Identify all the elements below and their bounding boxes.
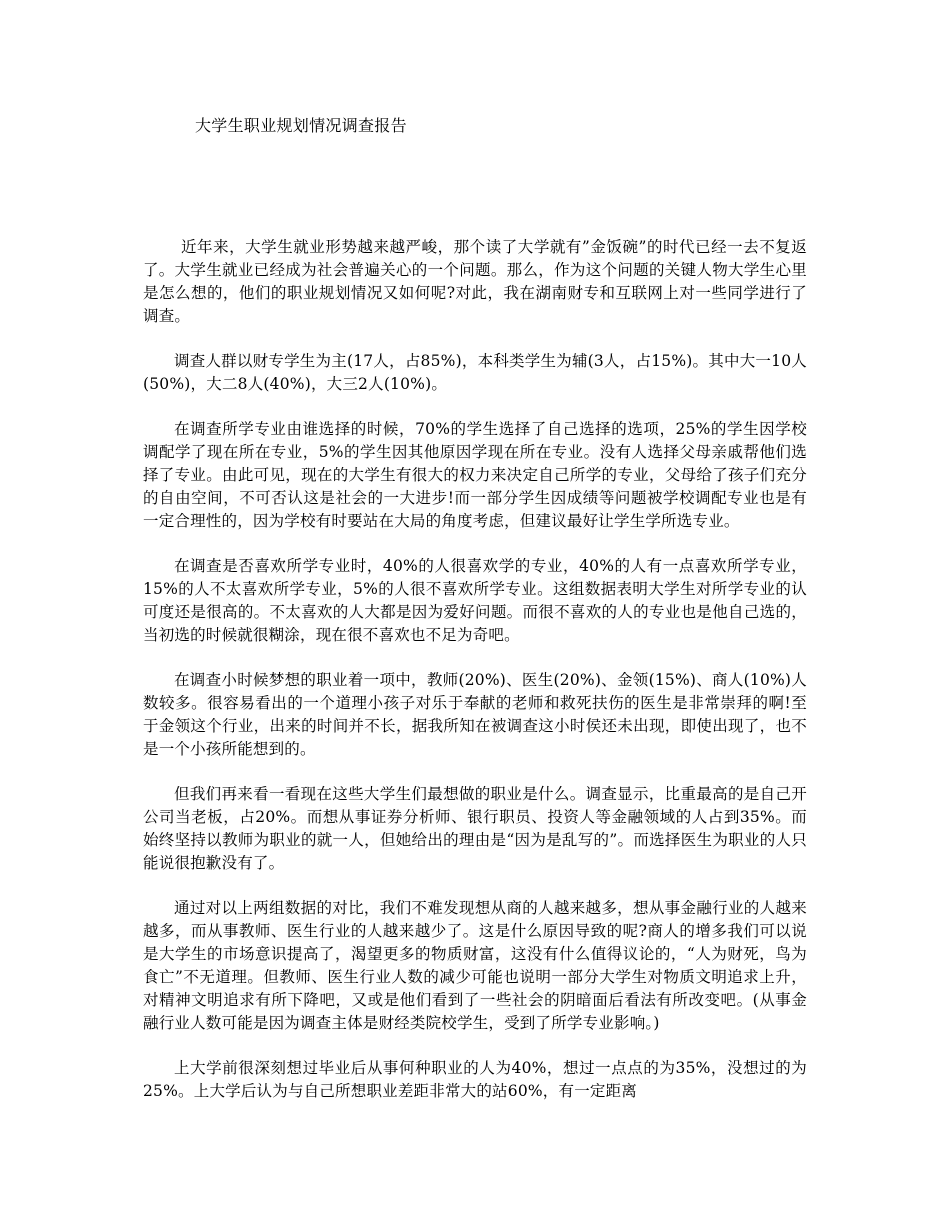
paragraph-survey-population: 调查人群以财专学生为主(17人，占85%)，本科类学生为辅(3人，占15%)。其中大一10人(50%)，大二8人(40%)，大三2人(10%)。 [143, 352, 807, 393]
paragraph-major-preference: 在调查是否喜欢所学专业时，40%的人很喜欢学的专业，40%的人有一点喜欢所学专业，15%的人不太喜欢所学专业，5%的人很不喜欢所学专业。这组数据表明大学生对所学专业的认可度还是很高的。不太喜欢的人大都是因为爱好问题。而很不喜欢的人的专业也是他自己选的，当初选的时候就很糊涂，现在很不喜欢也不足为奇吧。 [143, 557, 807, 644]
paragraph-current-desired-job: 但我们再来看一看现在这些大学生们最想做的职业是什么。调查显示，比重最高的是自己开公司当老板，占20%。而想从事证券分析师、银行职员、投资人等金融领域的人占到35%。而始终坚持以教师为职业的就一人，但她给出的理由是“因为是乱写的”。而选择医生为职业的人只能说很抱歉没有了。 [143, 785, 807, 872]
paragraph-career-thinking: 上大学前很深刻想过毕业后从事何种职业的人为40%，想过一点点的为35%，没想过的为25%。上大学后认为与自己所想职业差距非常大的站60%，有一定距离 [143, 1059, 807, 1100]
paragraph-comparison-analysis: 通过对以上两组数据的对比，我们不难发现想从商的人越来越多，想从事金融行业的人越来越多，而从事教师、医生行业的人越来越少了。这是什么原因导致的呢?商人的增多我们可以说是大学生的市场意识提高了，渴望更多的物质财富，这没有什么值得议论的，“人为财死，鸟为食亡”不无道理。但教师、医生行业人数的减少可能也说明一部分大学生对物质文明追求上升，对精神文明追求有所下降吧，又或是他们看到了一些社会的阴暗面后看法有所改变吧。(从事金融行业人数可能是因为调查主体是财经类院校学生，受到了所学专业影响。) [143, 899, 807, 1032]
document-body [143, 236, 807, 1125]
document-title: 大学生职业规划情况调查报告 [195, 116, 407, 135]
paragraph-intro: 近年来，大学生就业形势越来越严峻，那个读了大学就有”金饭碗”的时代已经一去不复返了。大学生就业已经成为社会普遍关心的一个问题。那么，作为这个问题的关键人物大学生心里是怎么想的，他们的职业规划情况又如何呢?对此，我在湖南财专和互联网上对一些同学进行了调查。 [143, 238, 807, 325]
paragraph-childhood-dream: 在调查小时候梦想的职业着一项中，教师(20%)、医生(20%)、金领(15%)、商人(10%)人数较多。很容易看出的一个道理小孩子对乐于奉献的老师和救死扶伤的医生是非常崇拜的啊!至于金领这个行业，出来的时间并不长，据我所知在被调查这小时侯还未出现，即使出现了，也不是一个小孩所能想到的。 [143, 671, 807, 758]
paragraph-major-choice: 在调查所学专业由谁选择的时候，70%的学生选择了自己选择的选项，25%的学生因学校调配学了现在所在专业，5%的学生因其他原因学现在所在专业。没有人选择父母亲戚帮他们选择了专业。由此可见，现在的大学生有很大的权力来决定自己所学的专业，父母给了孩子们充分的自由空间，不可否认这是社会的一大进步!而一部分学生因成绩等问题被学校调配专业也是有一定合理性的，因为学校有时要站在大局的角度考虑，但建议最好让学生学所选专业。 [143, 420, 807, 530]
